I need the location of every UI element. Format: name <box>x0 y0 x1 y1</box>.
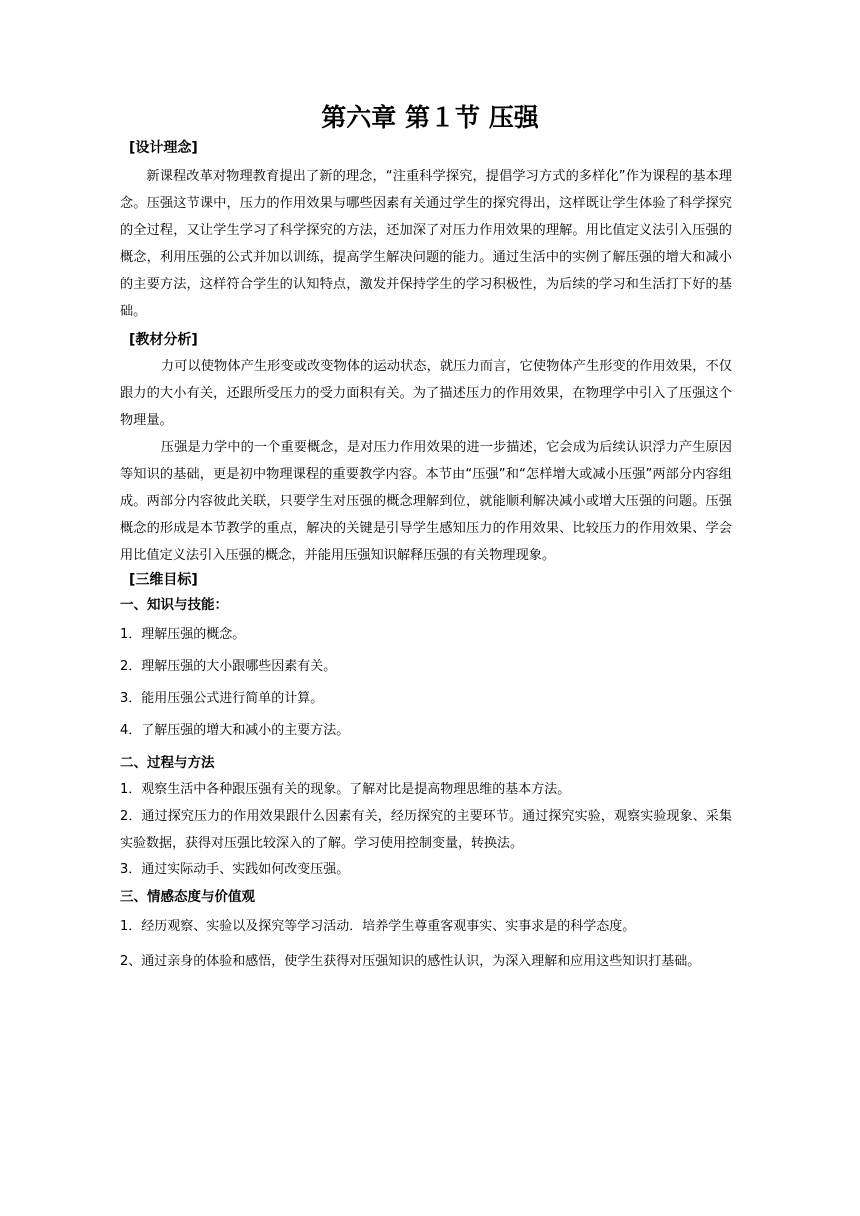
emotion-heading: 三、情感态度与价值观 <box>120 889 255 905</box>
analysis-heading: [教材分析] <box>129 332 198 348</box>
process-item-1: 1．观察生活中各种跟压强有关的现象。了解对比是提高物理思维的基本方法。 <box>120 782 571 797</box>
analysis-paragraph-1: 力可以使物体产生形变或改变物体的运动状态，就压力而言，它使物体产生形变的作用效果，不仅跟力的大小有关，还跟所受压力的受力面积有关。为了描述压力的作用效果，在物理学中引入了压强这个物理量。 <box>120 359 732 428</box>
document-body <box>120 137 732 981</box>
knowledge-item-2: 2．理解压强的大小跟哪些因素有关。 <box>120 659 337 674</box>
analysis-paragraph-2: 压强是力学中的一个重要概念，是对压力作用效果的进一步描述，它会成为后续认识浮力产生原因等知识的基础，更是初中物理课程的重要教学内容。本节由“压强”和“怎样增大或减小压强”两部分内容组成。两部分内容彼此关联，只要学生对压强的概念理解到位，就能顺利解决减小或增大压强的问题。压强概念的形成是本节教学的重点，解决的关键是引导学生感知压力的作用效果、比较压力的作用效果、学会用比值定义法引入压强的概念，并能用压强知识解释压强的有关物理现象。 <box>120 440 732 563</box>
process-item-3: 3．通过实际动手、实践如何改变压强。 <box>120 862 350 877</box>
goals-heading: [三维目标] <box>129 572 198 588</box>
knowledge-item-1: 1．理解压强的概念。 <box>120 627 246 642</box>
knowledge-item-3: 3．能用压强公式进行简单的计算。 <box>120 691 324 706</box>
emotion-item-1: 1．经历观察、实验以及探究等学习活动．培养学生尊重客观事实、实事求是的科学态度。 <box>120 919 636 934</box>
knowledge-heading: 一、知识与技能： <box>120 597 228 613</box>
knowledge-item-4: 4．了解压强的增大和减小的主要方法。 <box>120 723 350 738</box>
design-heading: [设计理念] <box>129 140 198 156</box>
process-heading: 二、过程与方法 <box>120 755 215 771</box>
design-paragraph: 新课程改革对物理教育提出了新的理念，“注重科学探究，提倡学习方式的多样化”作为课程的基本理念。压强这节课中，压力的作用效果与哪些因素有关通过学生的探究得出，这样既让学生体验了科学探究的全过程，又让学生学习了科学探究的方法，还加深了对压力作用效果的理解。用比值定义法引入压强的概念，利用压强的公式并加以训练，提高学生解决问题的能力。通过生活中的实例了解压强的增大和减小的主要方法，这样符合学生的认知特点，激发并保持学生的学习积极性，为后续的学习和生活打下好的基础。 <box>120 169 732 319</box>
process-item-2: 2．通过探究压力的作用效果跟什么因素有关，经历探究的主要环节。通过探究实验，观察实验现象、采集实验数据，获得对压强比较深入的了解。学习使用控制变量，转换法。 <box>120 809 732 851</box>
page-title: 第六章 第１节 压强 <box>321 103 539 132</box>
emotion-item-2: 2、通过亲身的体验和感悟，使学生获得对压强知识的感性认识，为深入理解和应用这些知识打基础。 <box>120 954 701 969</box>
